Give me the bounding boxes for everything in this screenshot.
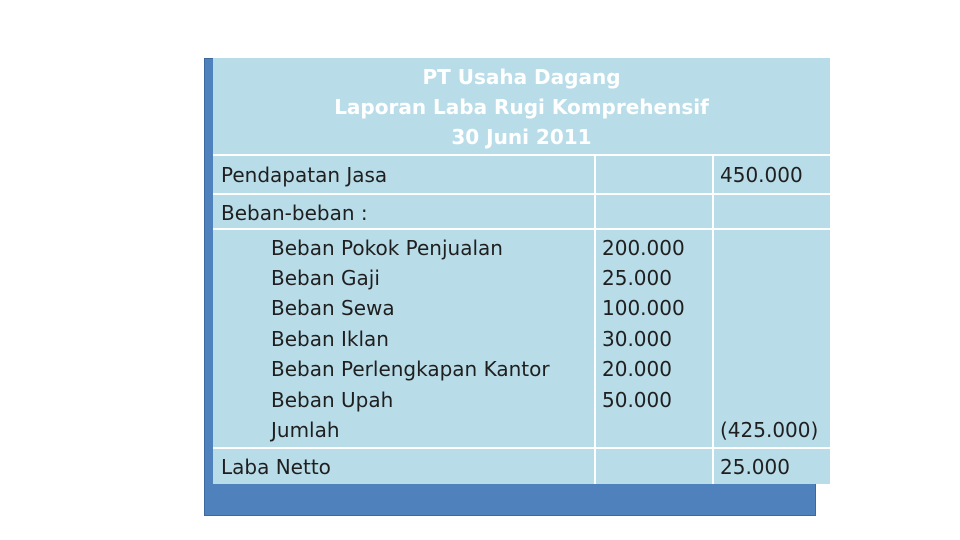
expense-amount: 100.000 bbox=[602, 296, 685, 320]
total-amount: (425.000) bbox=[720, 418, 819, 442]
company-name: PT Usaha Dagang bbox=[422, 65, 621, 89]
net-income-amount: 25.000 bbox=[720, 455, 790, 479]
revenue-label: Pendapatan Jasa bbox=[221, 163, 388, 187]
expense-amount: 25.000 bbox=[602, 266, 672, 290]
income-statement bbox=[213, 58, 830, 484]
row-divider bbox=[213, 193, 830, 195]
expense-amount: 30.000 bbox=[602, 327, 672, 351]
expense-label: Beban Sewa bbox=[271, 296, 395, 320]
expense-amount: 50.000 bbox=[602, 388, 672, 412]
revenue-amount: 450.000 bbox=[720, 163, 803, 187]
expense-label: Beban Perlengkapan Kantor bbox=[271, 357, 550, 381]
expense-label: Beban Gaji bbox=[271, 266, 380, 290]
expense-label: Beban Iklan bbox=[271, 327, 389, 351]
expense-amount: 200.000 bbox=[602, 236, 685, 260]
report-date: 30 Juni 2011 bbox=[451, 125, 592, 149]
row-divider bbox=[213, 228, 830, 230]
report-header bbox=[213, 58, 830, 154]
column-divider bbox=[712, 154, 714, 484]
net-income-label: Laba Netto bbox=[221, 455, 331, 479]
expense-label: Beban Upah bbox=[271, 388, 394, 412]
column-divider bbox=[594, 154, 596, 484]
expense-amount: 20.000 bbox=[602, 357, 672, 381]
row-divider bbox=[213, 447, 830, 449]
total-label: Jumlah bbox=[271, 418, 340, 442]
report-title: Laporan Laba Rugi Komprehensif bbox=[334, 95, 709, 119]
row-divider bbox=[213, 154, 830, 156]
expenses-heading: Beban-beban : bbox=[221, 201, 368, 225]
expense-label: Beban Pokok Penjualan bbox=[271, 236, 503, 260]
